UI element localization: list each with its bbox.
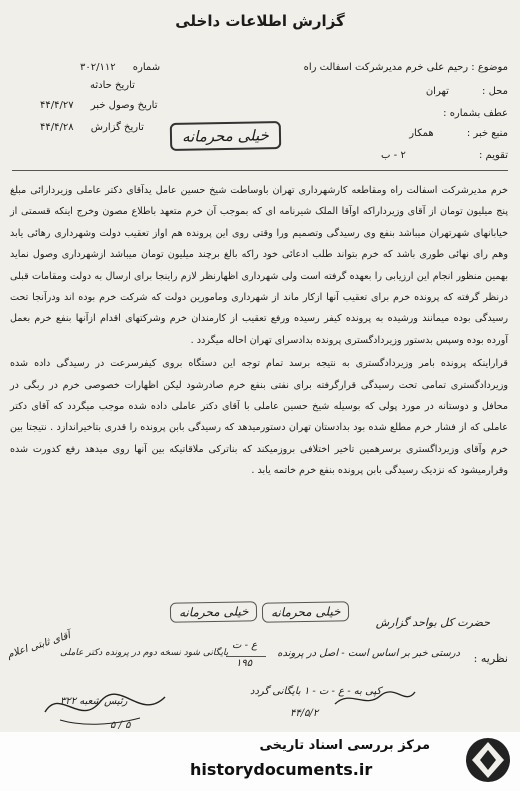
subject-label: موضوع [477, 62, 508, 73]
report-date-row [40, 122, 144, 133]
handwritten-date-2: ۴۴/۵/۲ [290, 708, 319, 719]
lower-stamp-2: خیلی محرمانه [262, 601, 350, 623]
signature-scribble [40, 682, 170, 732]
report-date-label: تاریخ گزارش [90, 122, 144, 133]
handwritten-note-2: کپی به - ع - ت - ۱ بایگانی گردد [250, 686, 382, 697]
handwritten-line-1: حضرت کل بواحد گزارش [375, 616, 490, 629]
receipt-date-label: تاریخ وصول خبر [90, 100, 158, 111]
header-divider [12, 170, 508, 171]
subject-row: موضوع : رحیم علی خرم مدیرشرکت اسفالت راه [303, 62, 508, 73]
report-date-value: ۴۴/۴/۲۸ [40, 122, 74, 133]
number-row [80, 62, 160, 73]
evaluation-value: ۲ - ب [381, 150, 406, 161]
fraction-bottom: ۱۹۵ [236, 658, 253, 669]
receipt-date-row [40, 100, 158, 111]
event-date-row [90, 80, 135, 91]
paragraph-1: خرم مدیرشرکت اسفالت راه ومقاطعه کارشهرداری تهران باوساطت شیخ حسین عامل یدآقای دکتر عاملی وزیردارائی مبلغ پنج میلیون تومان از آقای وزیرداراکه اوآقا الملک شیرنامه ای که بموجب آن خرم متعهد باطلاع مصون وخرج اینکه قسمتی از خیابانهای شهرتهران میباشد بنفع وی رسیدگی وتصمیم ورا وقتی روی این پرونده هم اواز تعقیب دولت وشهرداری رهائی یابد وهم رای نهائی طوری باشد که خرم بتواند طلب ادعائی خود راکه بالغ برچند میلیون تومان میباشد ازشهرداری وصول نماید بهمین منظور انجام این ارزیابی را بعهده گرفته است ولی شهرداری اظهارنظر لازم راینجا برای ارسال به دولت ومقامات قبلی درنظر گرفته که پرونده خرم برای تعقیب آنها ازکار ماند از شهرداری ومامورین دولت که شرکت خرم بوده اند ودرآنجا تحت رسیدگی بوده میمانند ورشیده به پرونده کیفر رسیده ورفع تعقیب از کارمندان خرم وشرکتهای اقدام ازآنها بنفع خرم بعمل آورده بوده وسپس بدستور وزیردادگستری پرونده بدادسرای تهران احاله میگردد . [10, 185, 508, 346]
source-label: منبع خبر [473, 128, 508, 139]
fraction-rule [226, 656, 266, 657]
source-row: منبع خبر : همکار [409, 128, 508, 139]
opinion-tail: بایگانی شود نسخه دوم در پرونده دکتر عاملی [60, 648, 229, 658]
report-body [10, 180, 508, 484]
location-value: تهران [425, 86, 449, 97]
reference-row: عطف بشماره : [443, 108, 508, 119]
reference-label: عطف بشماره [449, 108, 508, 119]
fraction-top: ع - ت [232, 640, 258, 651]
opinion-text: درستی خبر بر اساس است - اصل در پرونده [277, 648, 460, 659]
archive-website: historydocuments.ir [190, 760, 373, 779]
location-row: محل : تهران [425, 86, 508, 97]
subject-value: رحیم علی خرم مدیرشرکت اسفالت راه [303, 62, 469, 73]
opinion-label: نظریه : [473, 652, 508, 665]
evaluation-row: تقویم : ۲ - ب [381, 150, 508, 161]
number-label: شماره [132, 62, 161, 73]
lower-stamp-1: خیلی محرمانه [170, 601, 258, 623]
paragraph-2: قراراینکه پرونده بامر وزیردادگستری به نتیجه برسد تمام توجه این دستگاه بروی کیفرسرعت در رسیدگی داده شده وزیردادگستری تمامی تحت رسیدگی قرارگرفته برای نفتی بنفع خرم صادرشود لیکن اظهارات خصوصی خرم در ربگی در محافل و دوستانه در مورد پولی که بوسیله شیخ حسین عاملی با آقای دکتر عاملی داده شده موجب میگردد که آقای دکتر عاملی که از فشار خرم مطلع شده بود بدادستان تهران دستورمیدهد که رسیدگی بابن پرونده را قدری بتاخیراندازد . نتیجتا بین خرم وآقای وزیرداگستری برسرهمین تاخیر اختلافی بروزمیکند که بناترکی ملاقاتیکه بین آنها روی میدهد رفع کدورت شده وقرارمیشود که نزدیک رسیدگی بابن پرونده بنفع خرم خاتمه یابد . [10, 358, 508, 477]
document-title: گزارش اطلاعات داخلی [175, 12, 345, 30]
handwritten-scribble [330, 684, 420, 714]
evaluation-label: تقویم [485, 150, 508, 161]
archive-logo-icon [464, 736, 512, 784]
number-value: ۳۰۲/۱۱۲ [80, 62, 116, 73]
source-value: همکار [409, 128, 434, 139]
event-date-label: تاریخ حادثه [90, 80, 135, 91]
initials: ۵ / ۵ [110, 720, 131, 731]
archive-name: مرکز بررسی اسناد تاریخی [259, 738, 430, 753]
handwritten-side-note: آقای ثابتی اعلام [5, 630, 72, 661]
signature-note: رئیس شعبه ۳۲۲ [60, 696, 128, 707]
receipt-date-value: ۴۴/۴/۲۷ [40, 100, 74, 111]
location-label: محل [488, 86, 508, 97]
classification-stamp: خیلی محرمانه [170, 121, 281, 151]
